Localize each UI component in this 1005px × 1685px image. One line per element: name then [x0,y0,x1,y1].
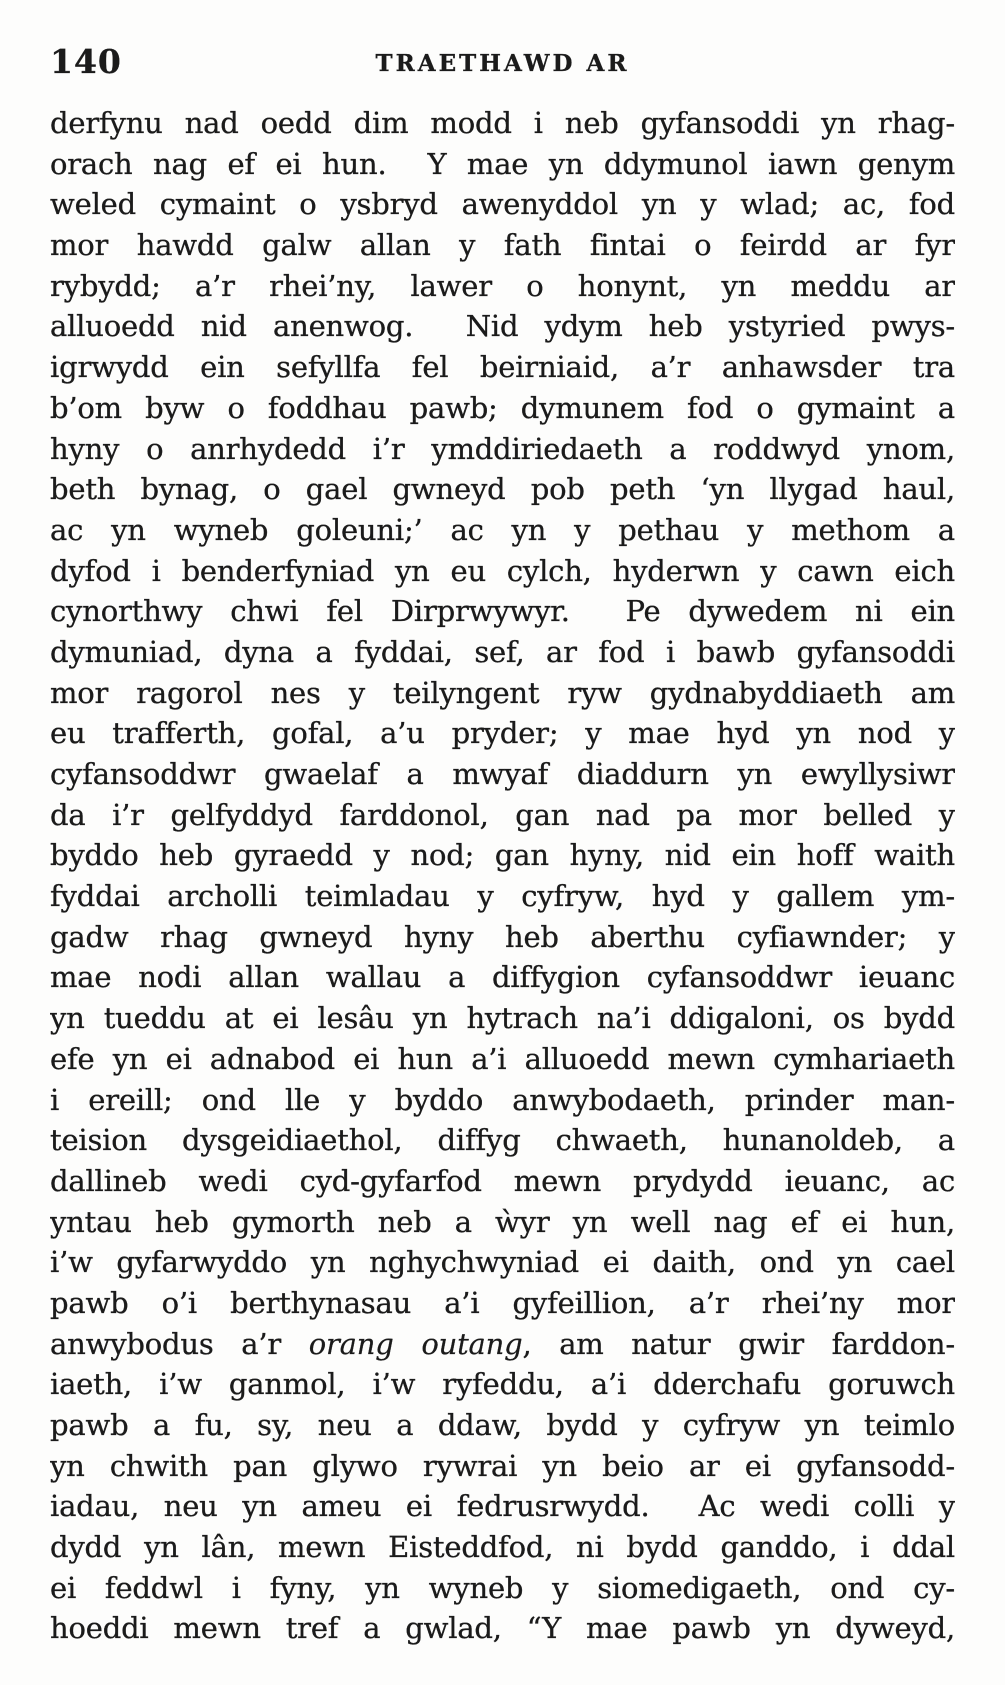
text-segment: anwybodus a’r [50,1326,309,1361]
text-line: yn tueddu at ei lesâu yn hytrach na’i ddigaloni, os bydd [50,1001,955,1036]
text-line: da i’r gelfyddyd farddonol, gan nad pa mor belled y [50,797,955,832]
text-line: byddo heb gyraedd y nod; gan hyny, nid ein hoff waith [50,838,955,873]
text-line: pawb o’i berthynasau a’i gyfeillion, a’r rhei’ny mor [50,1285,955,1320]
page-header [50,42,955,84]
text-line: alluoedd nid anenwog. Nid ydym heb ystyried pwys- [50,309,955,344]
text-line: eu trafferth, gofal, a’u pryder; y mae hyd yn nod y [50,716,955,751]
text-line: hoeddi mewn tref a gwlad, “Y mae pawb yn dyweyd, [50,1611,955,1646]
text-line: dyfod i benderfyniad yn eu cylch, hyderwn y cawn eich [50,553,955,588]
text-line: pawb a fu, sy, neu a ddaw, bydd y cyfryw yn teimlo [50,1408,955,1442]
text-line: weled cymaint o ysbryd awenyddol yn y wlad; ac, fod [50,187,955,222]
text-line: gadw rhag gwneyd hyny heb aberthu cyfiawnder; y [50,919,955,954]
text-line: dymuniad, dyna a fyddai, sef, ar fod i bawb gyfansoddi [50,634,955,669]
text-line: dydd yn lân, mewn Eisteddfod, ni bydd ganddo, i ddal [50,1530,955,1565]
text-line: iaeth, i’w ganmol, i’w ryfeddu, a’i dderchafu goruwch [50,1367,955,1402]
text-line: mae nodi allan wallau a diffygion cyfansoddwr ieuanc [50,960,955,995]
text-line: fyddai archolli teimladau y cyfryw, hyd y gallem ym- [50,879,955,914]
italic-phrase: orang outang [308,1326,523,1361]
text-line: derfynu nad oedd dim modd i neb gyfansoddi yn rhag- [50,106,955,140]
body-text-block [50,103,955,1649]
text-line: b’om byw o foddhau pawb; dymunem fod o gymaint a [50,390,955,425]
text-segment: , am natur gwir farddon- [522,1326,955,1361]
text-line: iadau, neu yn ameu ei fedrusrwydd. Ac wedi colli y [50,1489,955,1524]
text-line: efe yn ei adnabod ei hun a’i alluoedd mewn cymhariaeth [50,1041,955,1076]
text-line: beth bynag, o gael gwneyd pob peth ‘yn llygad haul, [50,472,955,507]
text-line: teision dysgeidiaethol, diffyg chwaeth, hunanoldeb, a [50,1123,955,1158]
page-number: 140 [50,42,122,81]
text-line: cyfansoddwr gwaelaf a mwyaf diaddurn yn ewyllysiwr [50,757,955,791]
text-line: yntau heb gymorth neb a ẁyr yn well nag ef ei hun, [50,1204,955,1239]
text-line: igrwydd ein sefyllfa fel beirniaid, a’r anhawsder tra [50,350,955,385]
text-line: orach nag ef ei hun. Y mae yn ddymunol iawn genym [50,146,955,181]
text-line: dallineb wedi cyd-gyfarfod mewn prydydd ieuanc, ac [50,1163,955,1198]
text-line: i ereill; ond lle y byddo anwybodaeth, prinder man- [50,1082,955,1117]
text-line: mor hawdd galw allan y fath fintai o feirdd ar fyr [50,228,955,263]
text-line: mor ragorol nes y teilyngent ryw gydnabyddiaeth am [50,675,955,710]
text-line: cynorthwy chwi fel Dirprwywyr. Pe dywedem ni ein [50,594,955,629]
text-line: ei feddwl i fyny, yn wyneb y siomedigaeth, ond cy- [50,1570,955,1605]
text-line [50,1324,955,1365]
text-line: ac yn wyneb goleuni;’ ac yn y pethau y methom a [50,512,955,547]
running-title: TRAETHAWD AR [375,50,630,77]
text-line: hyny o anrhydedd i’r ymddiriedaeth a roddwyd ynom, [50,431,955,466]
text-line: rybydd; a’r rhei’ny, lawer o honynt, yn meddu ar [50,268,955,303]
text-line: yn chwith pan glywo rywrai yn beio ar ei gyfansodd- [50,1448,955,1483]
text-line: i’w gyfarwyddo yn nghychwyniad ei daith, ond yn cael [50,1245,955,1280]
